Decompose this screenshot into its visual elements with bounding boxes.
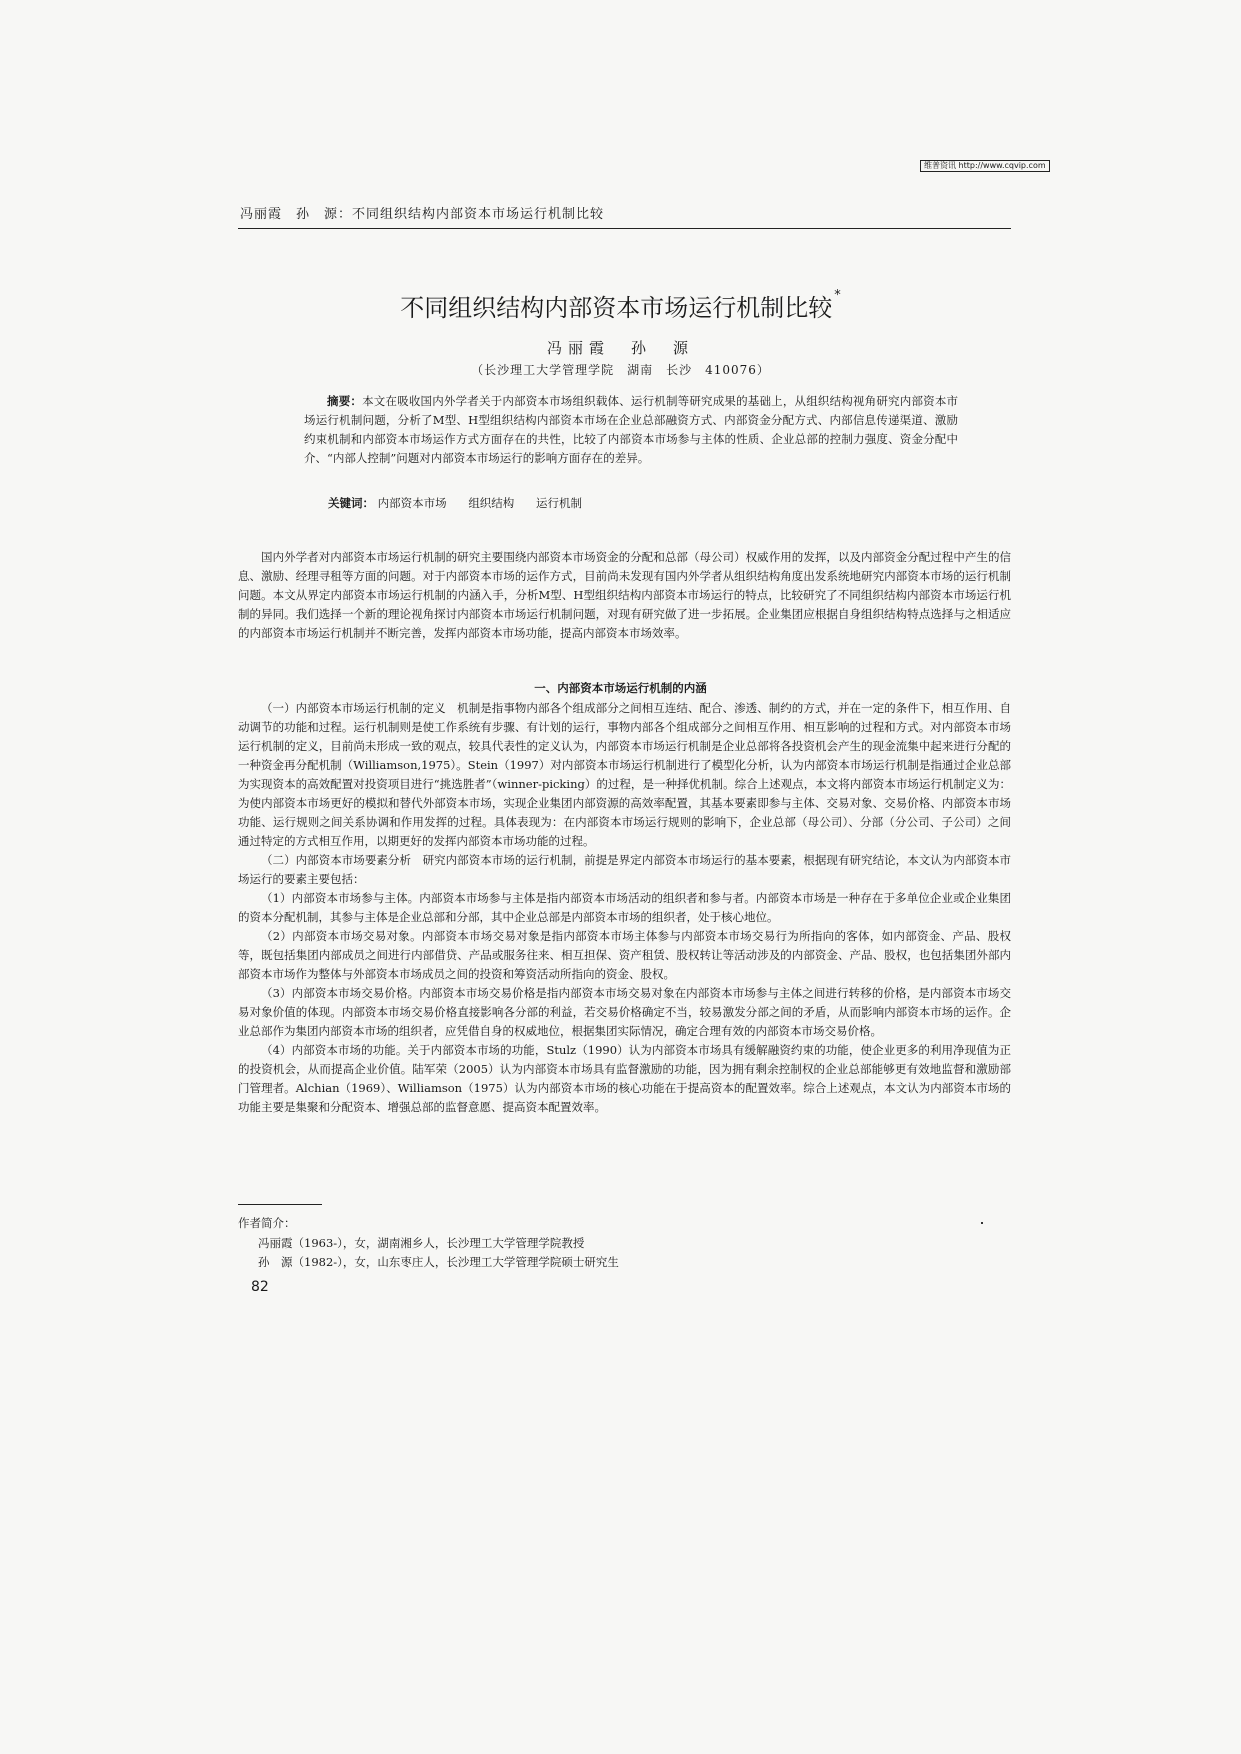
subsection-label: （二）内部资本市场要素分析 [261,853,412,867]
author-affiliation: （长沙理工大学管理学院 湖南 长沙 410076） [471,363,770,377]
keywords-label: 关键词： [328,496,374,510]
title-footnote-mark: * [834,288,841,304]
subsection-text: 研究内部资本市场的运行机制，前提是界定内部资本市场运行的基本要素，根据现有研究结论，本文认为内部资本市场运行的要素主要包括： [238,853,1012,886]
keyword-item: 组织结构 [468,496,515,510]
intro-paragraph: 国内外学者对内部资本市场运行机制的研究主要围绕内部资本市场资金的分配和总部（母公司）权威作用的发挥，以及内部资金分配过程中产生的信息、激励、经理寻租等方面的问题。对于内部资本市场的运作方式，目前尚未发现有国内外学者从组织结构角度出发系统地研究内部资本市场的运行机制问题。本文从界定内部资本市场运行机制的内涵入手，分析M型、H型组织结构内部资本市场运行的特点，比较研究了不同组织结构内部资本市场运行机制的异同。我们选择一个新的理论视角探讨内部资本市场运行机制问题，对现有研究做了进一步拓展。企业集团应根据自身组织结构特点选择与之相适应的内部资本市场运行机制并不断完善，发挥内部资本市场功能，提高内部资本市场效率。 [238,550,1011,640]
footnote-author: 冯丽霞（1963-），女，湖南湘乡人，长沙理工大学管理学院教授 [258,1236,585,1250]
title-text: 不同组织结构内部资本市场运行机制比较 [400,294,833,323]
running-header: 冯丽霞 孙 源：不同组织结构内部资本市场运行机制比较 [240,207,605,222]
element-paragraph: （4）内部资本市场的功能。关于内部资本市场的功能，Stulz（1990）认为内部资本市场具有缓解融资约束的功能，使企业更多的利用净现值为正的投资机会，从而提高企业价值。陆军荣（2005）认为内部资本市场具有监督激励的功能，因为拥有剩余控制权的企业总部能够更有效地监督和激励部门管理者。Alchian（1969）、Williamson（1975）认为内部资本市场的核心功能在于提高资本的配置效率。综合上述观点，本文认为内部资本市场的功能主要是集聚和分配资本、增强总部的监督意愿、提高资本配置效率。 [238,1043,1011,1114]
introduction [238,548,1011,643]
header-rule [238,228,1011,229]
subsection-definition [238,699,1011,851]
keyword-item: 内部资本市场 [377,496,447,510]
subsection-text: 机制是指事物内部各个组成部分之间相互连结、配合、渗透、制约的方式，并在一定的条件下，相互作用、自动调节的功能和过程。运行机制则是使工作系统有步骤、有计划的运行，事物内部各个组成部分之间相互作用、相互影响的过程和方式。对内部资本市场运行机制的定义，目前尚未形成一致的观点，较具代表性的定义认为，内部资本市场运行机制是企业总部将各投资机会产生的现金流集中起来进行分配的一种资金再分配机制（Williamson,1975）。Stein（1997）对内部资本市场运行机制进行了模型化分析，认为内部资本市场运行机制是指通过企业总部为实现资本的高效配置对投资项目进行“挑选胜者”（winner-picking）的过程，是一种择优机制。综合上述观点，本文将内部资本市场运行机制定义为：为使内部资本市场更好的模拟和替代外部资本市场，实现企业集团内部资源的高效率配置，其基本要素即参与主体、交易对象、交易价格、内部资本市场功能、运行规则之间关系协调和作用发挥的过程。具体表现为：在内部资本市场运行规则的影响下，企业总部（母公司）、分部（分公司、子公司）之间通过特定的方式相互作用，以期更好的发挥内部资本市场功能的过程。 [238,701,1012,848]
abstract-text: 本文在吸收国内外学者关于内部资本市场组织载体、运行机制等研究成果的基础上，从组织结构视角研究内部资本市场运行机制问题，分析了M型、H型组织结构内部资本市场在企业总部融资方式、内部资金分配方式、内部信息传递渠道、激励约束机制和内部资本市场运作方式方面存在的共性，比较了内部资本市场参与主体的性质、企业总部的控制力强度、资金分配中介、“内部人控制”问题对内部资本市场运行的影响方面存在的差异。 [304,394,959,465]
abstract-label: 摘要： [327,394,363,408]
footnote-author: 孙 源（1982-），女，山东枣庄人，长沙理工大学管理学院硕士研究生 [258,1255,619,1269]
subsection-label: （一）内部资本市场运行机制的定义 [261,701,446,715]
footnote-label: 作者简介： [238,1216,296,1230]
section-body [238,699,1011,1117]
abstract [304,392,958,468]
section-heading: 一、内部资本市场运行机制的内涵 [534,681,707,695]
footnote-rule [238,1204,322,1205]
author-names: 冯丽霞 孙 源 [546,339,694,357]
subsection-elements [238,851,1011,889]
keywords [328,495,600,511]
element-paragraph: （2）内部资本市场交易对象。内部资本市场交易对象是指内部资本市场主体参与内部资本市场交易行为所指向的客体，如内部资金、产品、股权等，既包括集团内部成员之间进行内部借贷、产品或服务往来、相互担保、资产租赁、股权转让等活动涉及的内部资金、产品、股权，也包括集团外部内部资本市场作为整体与外部资本市场成员之间的投资和筹资活动所指向的资金、股权。 [238,929,1011,981]
page-number: 82 [251,1279,269,1295]
article-title [0,288,1241,323]
element-paragraph: （3）内部资本市场交易价格。内部资本市场交易价格是指内部资本市场交易对象在内部资本市场参与主体之间进行转移的价格，是内部资本市场交易对象价值的体现。内部资本市场交易价格直接影响各分部的利益，若交易价格确定不当，较易激发分部之间的矛盾，从而影响内部资本市场的运作。企业总部作为集团内部资本市场的组织者，应凭借自身的权威地位，根据集团实际情况，确定合理有效的内部资本市场交易价格。 [238,986,1011,1038]
element-paragraph: （1）内部资本市场参与主体。内部资本市场参与主体是指内部资本市场活动的组织者和参与者。内部资本市场是一种存在于多单位企业或企业集团的资本分配机制，其参与主体是企业总部和分部，其中企业总部是内部资本市场的组织者，处于核心地位。 [238,891,1011,924]
source-stamp: 维普资讯 http://www.cqvip.com [920,160,1050,172]
keyword-item: 运行机制 [535,496,582,510]
scan-speck [981,1222,983,1224]
